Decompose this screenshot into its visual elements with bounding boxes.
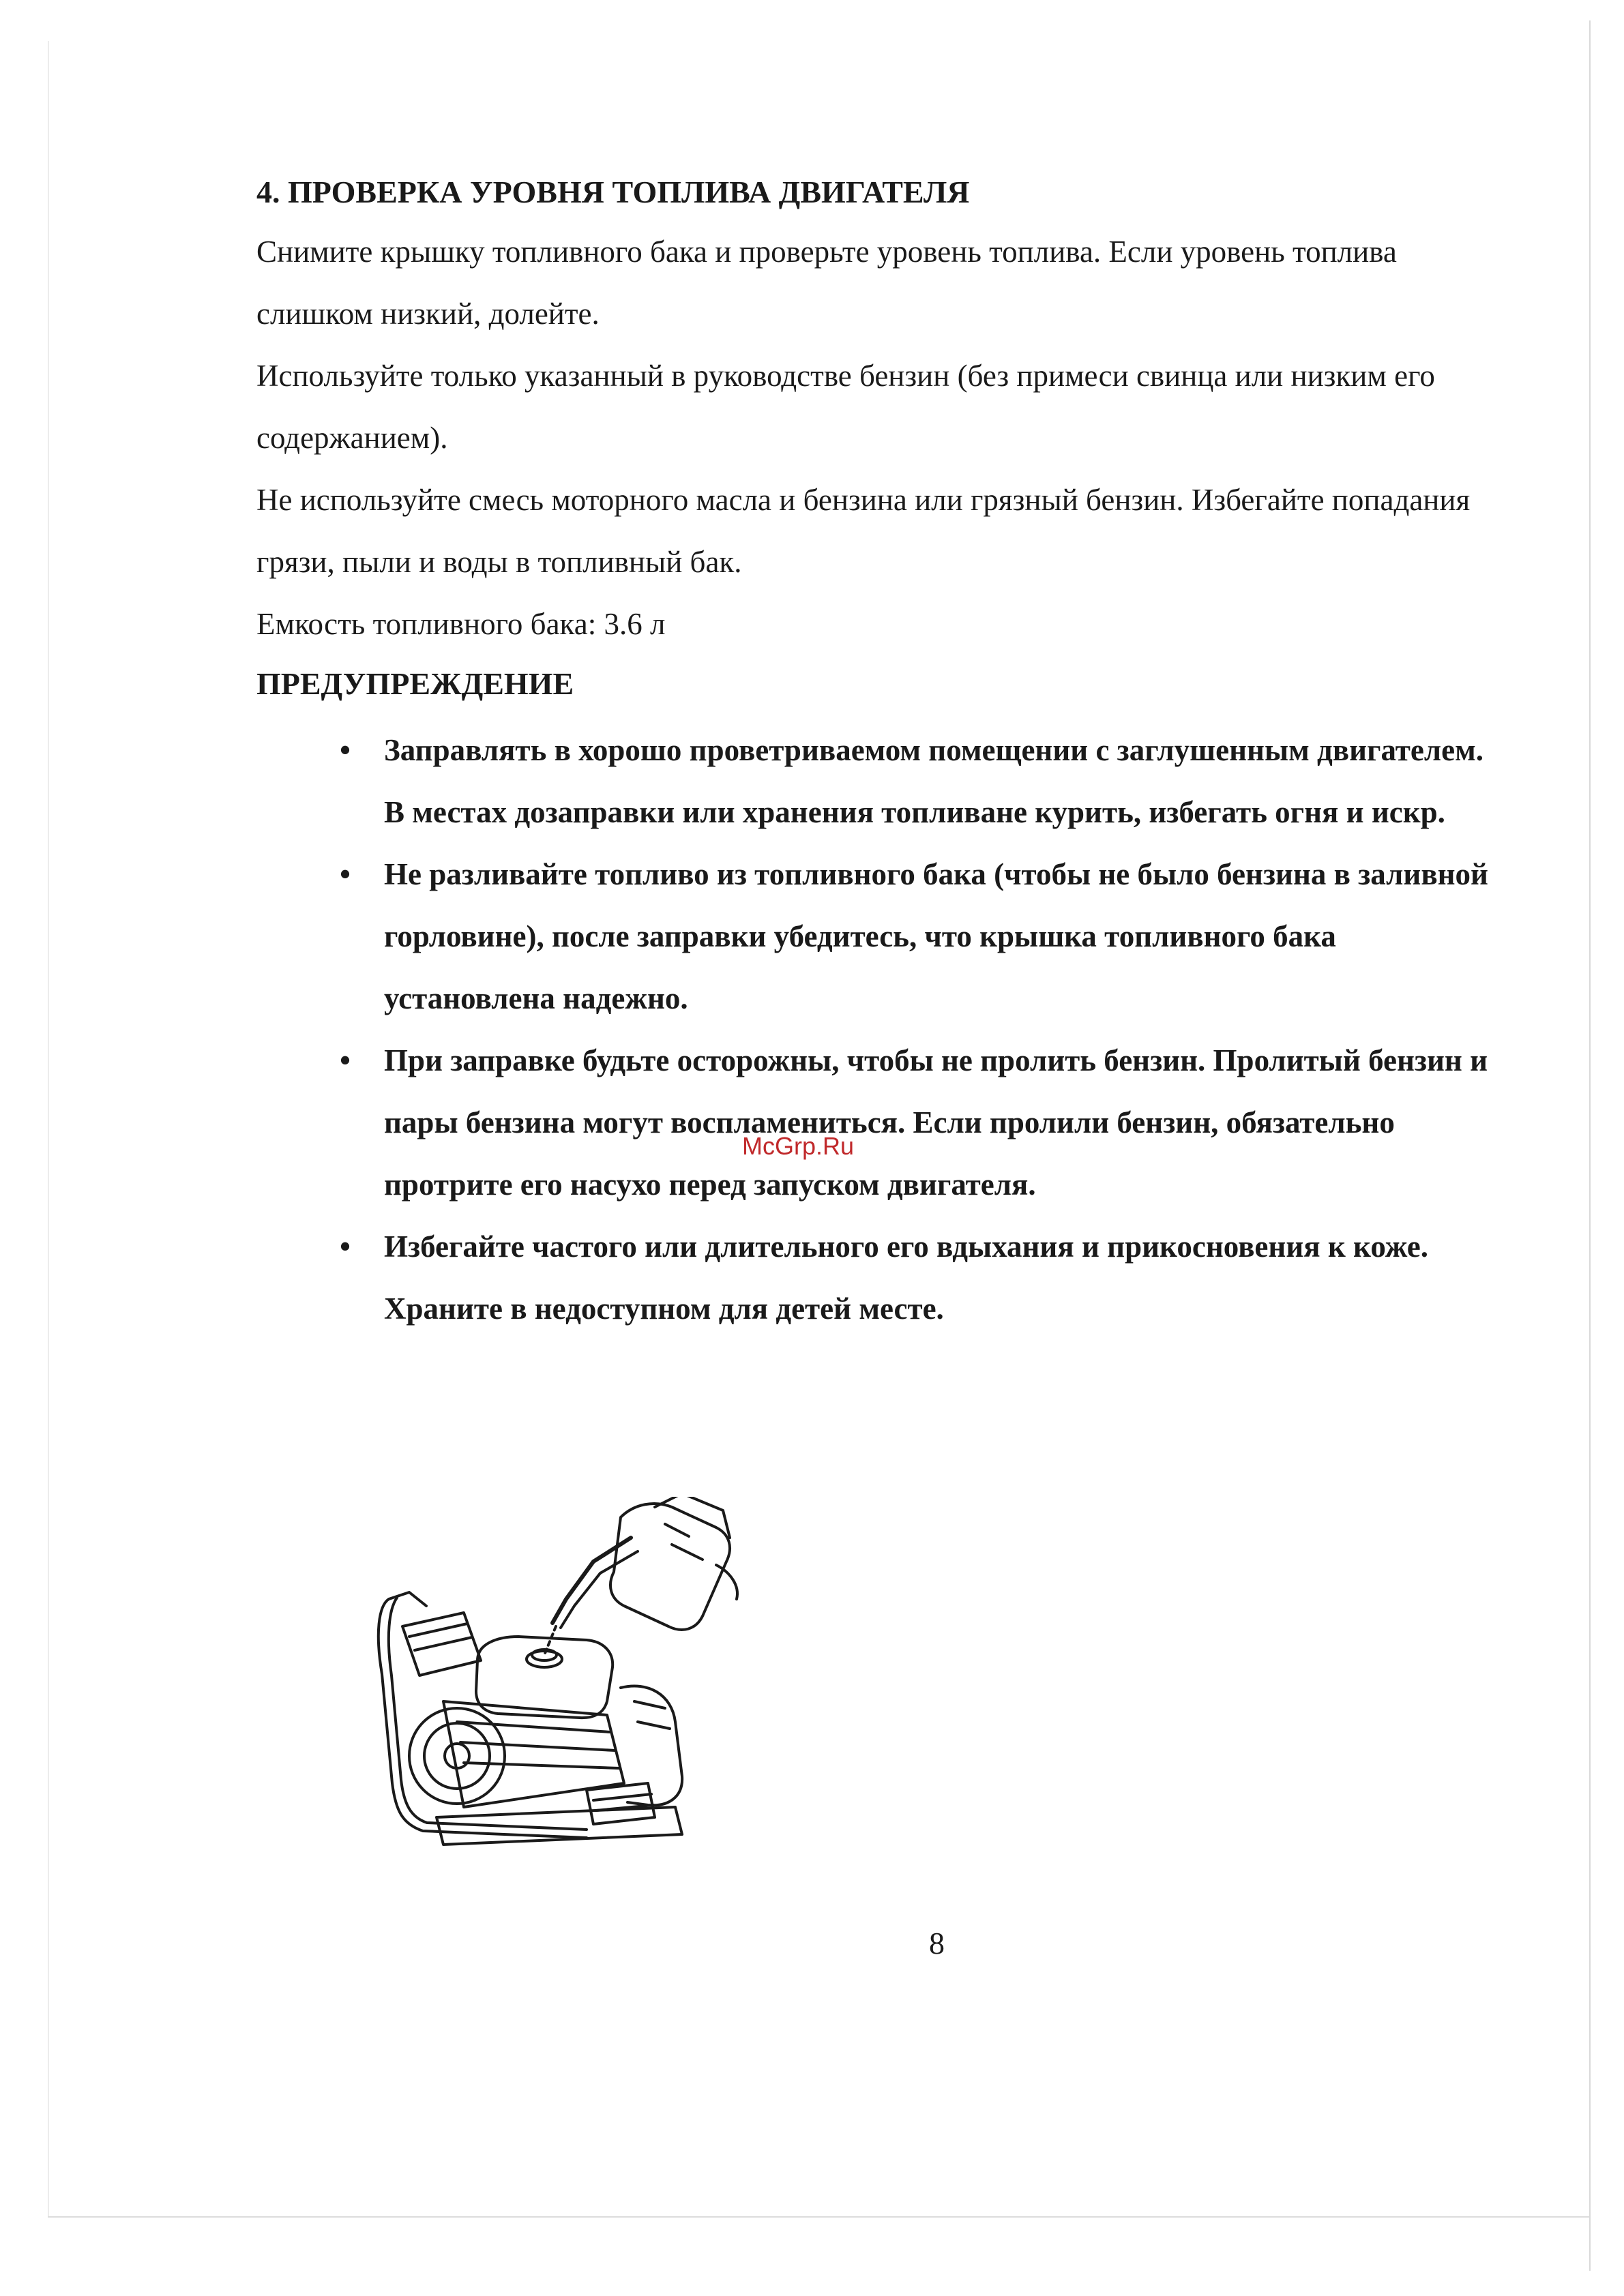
bullet-icon: • bbox=[340, 1043, 351, 1077]
paragraph-check-level: Снимите крышку топливного бака и проверьте уровень топлива. Если уровень топлива слишком низкий, долейте. bbox=[256, 235, 1397, 331]
fuel-can-icon bbox=[552, 1497, 737, 1630]
paragraph-fuel-type: Используйте только указанный в руководстве бензин (без примеси свинца или низким его содержанием). bbox=[256, 359, 1435, 455]
warning-item-text: Заправлять в хорошо проветриваемом помещении с заглушенным двигателем. В местах дозаправки или хранения топливане курить, избегать огня и искр. bbox=[384, 733, 1483, 829]
engine-icon bbox=[379, 1592, 682, 1845]
warning-item-text: Не разливайте топливо из топливного бака (чтобы не было бензина в заливной горловине), после заправки убедитесь, что крышка топливного бака установлена надежно. bbox=[384, 857, 1488, 1015]
refueling-engine-illustration bbox=[361, 1497, 743, 1865]
paragraph-no-mix: Не используйте смесь моторного масла и бензина или грязный бензин. Избегайте попадания грязи, пыли и воды в топливный бак. bbox=[256, 483, 1471, 579]
warning-item-inhalation bbox=[256, 1216, 1498, 1340]
bullet-icon: • bbox=[340, 733, 351, 767]
section-title: 4. ПРОВЕРКА УРОВНЯ ТОПЛИВА ДВИГАТЕЛЯ bbox=[256, 175, 970, 209]
bullet-icon: • bbox=[340, 1229, 351, 1264]
warning-title: ПРЕДУПРЕЖДЕНИЕ bbox=[256, 666, 574, 701]
page-number: 8 bbox=[929, 1926, 945, 1960]
watermark: McGrp.Ru bbox=[742, 1132, 855, 1160]
paragraph-tank-capacity: Емкость топливного бака: 3.6 л bbox=[256, 607, 666, 641]
warning-list bbox=[256, 719, 1498, 1340]
warning-item-ventilation bbox=[256, 719, 1498, 844]
warning-item-no-spill bbox=[256, 844, 1498, 1030]
warning-item-text: Избегайте частого или длительного его вдыхания и прикосновения к коже. Храните в недоступном для детей месте. bbox=[384, 1229, 1429, 1326]
page-edge bbox=[48, 2216, 1589, 2218]
page-edge bbox=[1589, 20, 1591, 2271]
bullet-icon: • bbox=[340, 857, 351, 891]
warning-item-text: При заправке будьте осторожны, чтобы не пролить бензин. Пролитый бензин и пары бензина могут воспламениться. Если пролили бензин, обязательно протрите его насухо перед запуском двигателя. bbox=[384, 1043, 1488, 1202]
page-content bbox=[256, 164, 1498, 1340]
page-edge bbox=[48, 41, 49, 2216]
warning-item-careful-refuel bbox=[256, 1030, 1498, 1216]
